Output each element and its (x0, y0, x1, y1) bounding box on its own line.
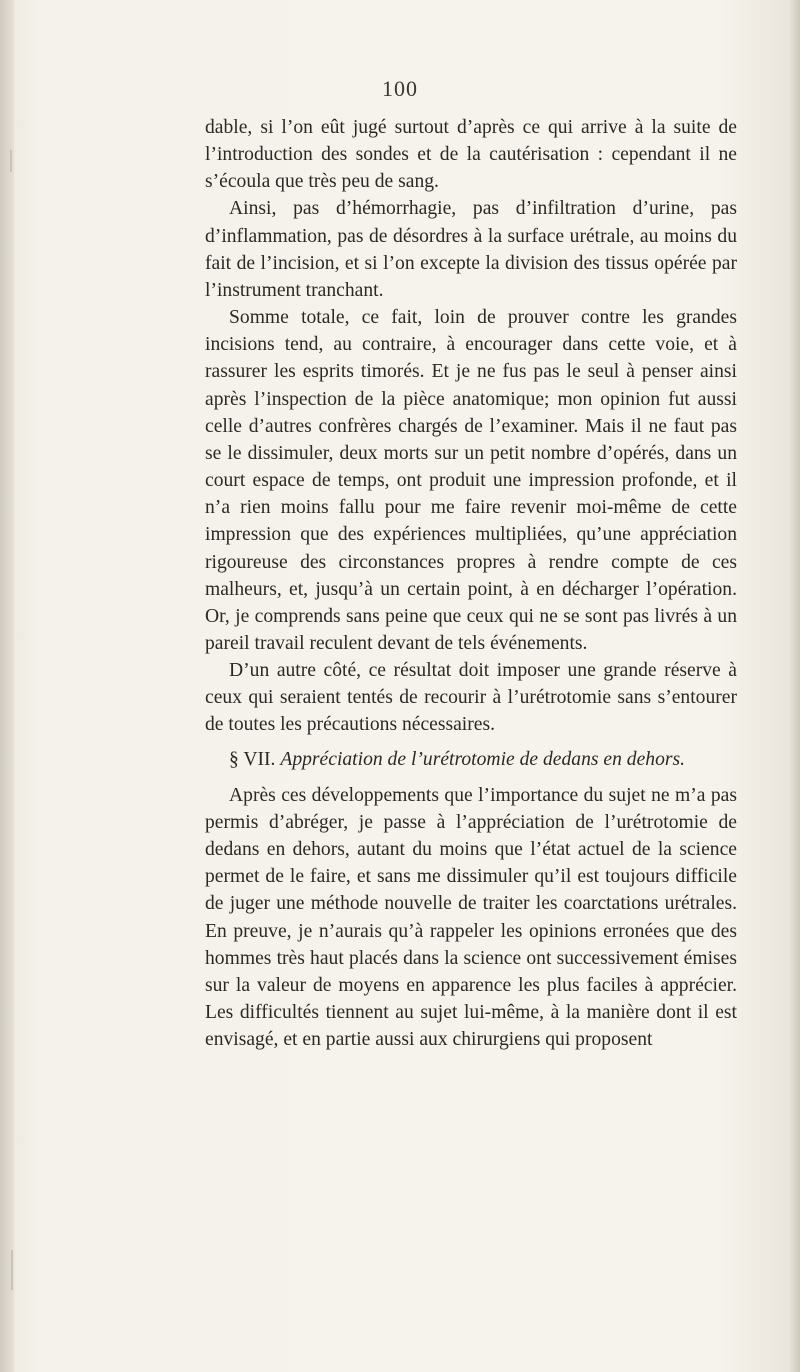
paragraph: Après ces développements que l’importance du sujet ne m’a pas permis d’abréger, je passe à l’appréciation de l’urétrotomie de dedans en dehors, autant du moins que l’état actuel de la science permet de le faire, et sans me dissimuler qu’il est toujours difficile de juger une méthode nouvelle de traiter les coarctations urétrales. En preuve, je n’aurais qu’à rappeler les opinions erronées que des hommes très haut placés dans la science ont successivement émises sur la valeur de moyens en apparence les plus faciles à apprécier. Les difficultés tiennent au sujet lui-même, à la manière dont il est envisagé, et en partie aussi aux chirurgiens qui proposent (205, 784, 737, 1051)
section-heading (205, 746, 737, 773)
page-gutter-shadow (0, 0, 14, 1372)
paragraph: dable, si l’on eût jugé surtout d’après ce qui arrive à la suite de l’introduction des sondes et de la cautérisation : cependant il ne s’écoula que très peu de sang. (205, 117, 737, 193)
page-number: 100 (382, 76, 418, 101)
paragraph: D’un autre côté, ce résultat doit imposer une grande réserve à ceux qui seraient tentés de recourir à l’urétrotomie sans s’entourer de toutes les précautions nécessaires. (205, 660, 737, 736)
body-text (205, 114, 737, 1053)
section-number: § VII. (229, 748, 276, 770)
page-edge-shadow (788, 0, 800, 1372)
margin-mark (10, 150, 12, 172)
paragraph: Ainsi, pas d’hémorrhagie, pas d’infiltration d’urine, pas d’inflammation, pas de désordres à la surface urétrale, au moins du fait de l’incision, et si l’on excepte la division des tissus opérée par l’instrument tranchant. (205, 198, 737, 301)
margin-mark (11, 1250, 13, 1290)
paragraph: Somme totale, ce fait, loin de prouver contre les grandes incisions tend, au contraire, à encourager dans cette voie, et à rassurer les esprits timorés. Et je ne fus pas le seul à penser ainsi après l’inspection de la pièce anatomique; mon opinion fut aussi celle d’autres confrères chargés de l’examiner. Mais il ne faut pas se le dissimuler, deux morts sur un petit nombre d’opérés, dans un court espace de temps, ont produit une impression profonde, et il n’a rien moins fallu pour me faire revenir moi-même de cette impression que des expériences multipliées, qu’une appréciation rigoureuse des circonstances propres à rendre compte de ces malheurs, et, jusqu’à un certain point, à en décharger l’opération. Or, je comprends sans peine que ceux qui ne se sont pas livrés à un pareil travail reculent devant de tels événements. (205, 307, 737, 654)
section-title: Appréciation de l’urétrotomie de dedans en dehors. (280, 748, 686, 770)
